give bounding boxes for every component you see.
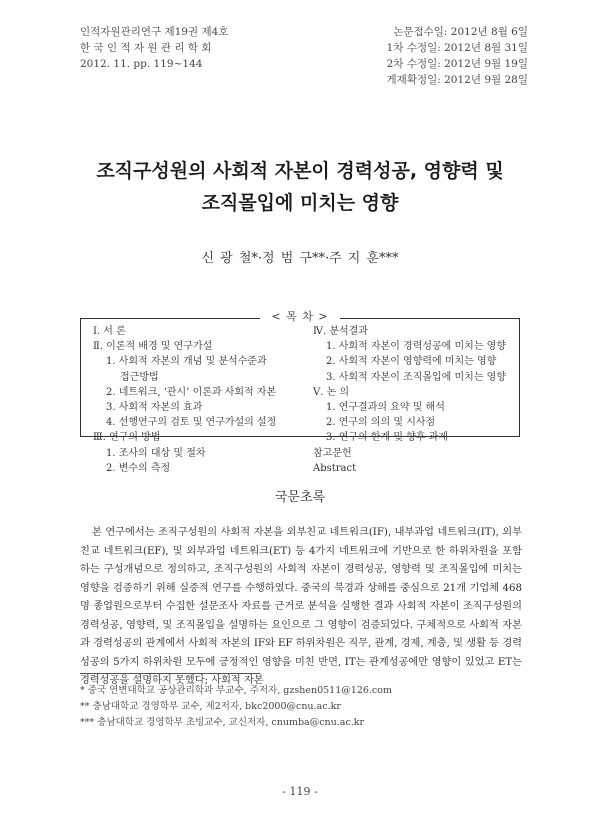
toc-item: Ⅲ. 연구의 방법 — [93, 432, 161, 444]
journal-name: 인적자원관리연구 제19권 제4호 — [80, 26, 229, 38]
date-info — [387, 24, 528, 88]
accepted-date: 게재확정일: 2012년 9월 28일 — [386, 74, 528, 86]
paper-title-line1: 조직구성원의 사회적 자본이 경력성공, 영향력 및 — [96, 160, 504, 182]
revision2-date: 2차 수정일: 2012년 9월 19일 — [386, 58, 528, 70]
footnote-author1: * 중국 연변대학교 공상관리학과 부교수, 주저자, gzshen0511@126.com — [80, 685, 392, 696]
toc-item: 4. 선행연구의 검토 및 연구가설의 설정 — [106, 417, 277, 429]
toc-item: 1. 연구결과의 요약 및 해석 — [326, 402, 445, 414]
paper-title-line2: 조직몰입에 미치는 영향 — [201, 192, 399, 214]
toc-item: 1. 사회적 자본의 개념 및 분석수준과 — [106, 356, 267, 368]
toc-item: 3. 사회적 자본의 효과 — [106, 402, 203, 414]
toc-item: 참고문헌 — [313, 447, 352, 459]
toc-item: 3. 사회적 자본이 조직몰입에 미치는 영향 — [326, 371, 506, 383]
toc-item: Ⅴ. 논 의 — [313, 386, 350, 398]
abstract-heading: 국문초록 — [274, 490, 326, 505]
toc-item: 2. 변수의 측정 — [106, 462, 171, 474]
revision1-date: 1차 수정일: 2012년 8월 31일 — [386, 42, 528, 54]
toc-item: 2. 연구의 의의 및 시사점 — [326, 417, 436, 429]
toc-item: Abstract — [313, 462, 357, 474]
toc-item: 접근방법 — [120, 371, 159, 383]
journal-issue: 2012. 11. pp. 119~144 — [80, 58, 203, 70]
toc-item: 1. 사회적 자본이 경력성공에 미치는 영향 — [326, 341, 506, 353]
received-date: 논문접수일: 2012년 8월 6일 — [393, 26, 528, 38]
footnote-divider — [80, 673, 260, 674]
toc-item: 3. 연구의 한계 및 향후 과제 — [326, 432, 449, 444]
journal-info — [80, 24, 228, 72]
toc-item: 2. 네트워크, ‘관시’ 이론과 사회적 자본 — [106, 386, 277, 398]
toc-item: 2. 사회적 자본이 영향력에 미치는 영향 — [326, 356, 497, 368]
page-number: - 119 - — [282, 785, 318, 798]
toc-label: < 목 차 > — [260, 308, 340, 324]
toc-right-column — [313, 324, 513, 476]
abstract-body: 본 연구에서는 조직구성원의 사회적 자본을 외부친교 네트워크(IF), 내부과업 네트워크(IT), 외부친교 네트워크(EF), 및 외부과업 네트워크(ET) 등 4가지 네트워크에 기반으로 한 하위차원을 포함하는 구성개념으로 정의하고, 조직구성원의 사회적 자본이 경력성공, 영향력 및 조직몰입에 미치는 영향을 검증하기 위해 실증적 연구를 수행하였다. 중국의 북경과 상해를 중심으로 21개 기업체 468명 종업원으로부터 수집한 설문조사 자료를 근거로 분석을 실행한 결과 사회적 자본이 조직구성원의 경력성공, 영향력, 및 조직몰입을 설명하는 요인으로 그 영향이 검증되었다. 구체적으로 사회적 자본과 경력성공의 관계에서 사회적 자본의 IF와 EF 하위차원은 직무, 관계, 경제, 계층, 및 생활 등 경력성공의 5가지 하위차원 모두에 긍정적인 영향을 미친 반면, IT는 관계성공에만 영향이 있었고 ET는 경력성공을 설명하지 못했다; 사회적 자본 — [80, 527, 522, 686]
journal-society: 한 국 인 적 자 원 관 리 학 회 — [80, 42, 212, 54]
toc-item: Ⅰ. 서 론 — [93, 326, 126, 337]
toc-item: Ⅳ. 분석결과 — [313, 326, 368, 337]
toc-item: 1. 조사의 대상 및 절차 — [106, 447, 206, 459]
authors: 신 광 철*·정 범 구**·주 지 훈*** — [201, 251, 399, 266]
toc-left-column — [93, 324, 313, 476]
footnote-author2: ** 충남대학교 경영학부 교수, 제2저자, bkc2000@cnu.ac.kr — [80, 701, 341, 712]
footnote-author3: *** 충남대학교 경영학부 초빙교수, 교신저자, cnumba@cnu.ac.kr — [80, 717, 365, 728]
footnotes — [80, 683, 392, 731]
toc-item: Ⅱ. 이론적 배경 및 연구가설 — [93, 341, 213, 353]
